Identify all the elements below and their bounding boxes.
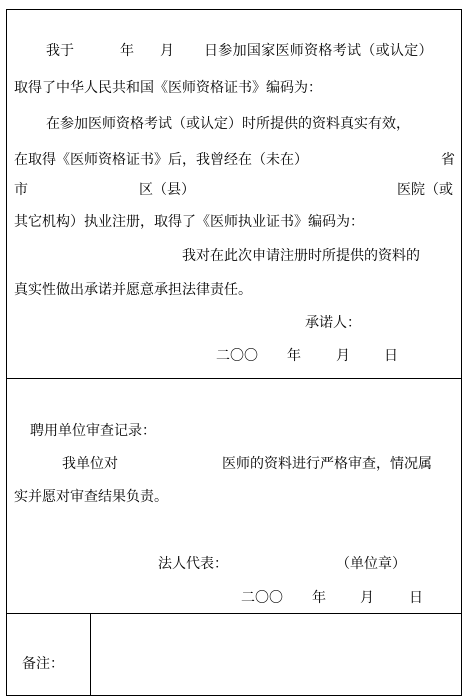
pledge-date-nian: 年 [287, 348, 301, 364]
pledge-line2: 取得了中华人民共和国《医师资格证书》编码为： [14, 80, 322, 96]
pledge-month-label: 月 [160, 43, 174, 59]
pledge-wo-yu: 我于 [46, 43, 74, 59]
review-date-nian: 年 [312, 590, 326, 606]
pledge-line3: 在参加医师资格考试（或认定）时所提供的资料真实有效， [46, 116, 410, 132]
remarks-label: 备注： [22, 656, 64, 672]
review-seal-label: （单位章） [336, 556, 406, 572]
section-divider-pledge-review [6, 378, 462, 379]
review-line2: 实并愿对审查结果负责。 [14, 489, 168, 505]
remarks-field[interactable] [91, 614, 461, 695]
review-line1-prefix: 我单位对 [62, 456, 118, 472]
pledge-district-label: 区（县） [139, 182, 195, 198]
pledge-line1-tail: 日参加国家医师资格考试（或认定） [204, 43, 433, 59]
review-date-yue: 月 [360, 590, 374, 606]
pledge-date-yue: 月 [336, 348, 350, 364]
pledge-province-label: 省 [441, 152, 455, 168]
pledge-hospital-label: 医院（或 [397, 182, 453, 198]
pledge-line4: 在取得《医师资格证书》后，我曾经在（未在） [14, 152, 308, 168]
review-date-ri: 日 [409, 590, 423, 606]
pledge-date-ri: 日 [384, 348, 398, 364]
pledge-line6: 其它机构）执业注册，取得了《医师执业证书》编码为： [14, 214, 364, 230]
review-heading: 聘用单位审查记录： [30, 423, 156, 439]
review-legal-rep-label: 法人代表： [158, 556, 228, 572]
review-date-year: 二〇〇 [241, 590, 283, 606]
pledge-city-label: 市 [14, 182, 28, 198]
pledge-line7: 我对在此次申请注册时所提供的资料的 [182, 248, 420, 264]
pledge-year-label: 年 [120, 43, 134, 59]
pledge-line8: 真实性做出承诺并愿意承担法律责任。 [14, 282, 252, 298]
pledge-signer-label: 承诺人： [305, 315, 361, 331]
review-line1-suffix: 医师的资料进行严格审查，情况属 [222, 456, 432, 472]
pledge-date-year: 二〇〇 [216, 348, 258, 364]
